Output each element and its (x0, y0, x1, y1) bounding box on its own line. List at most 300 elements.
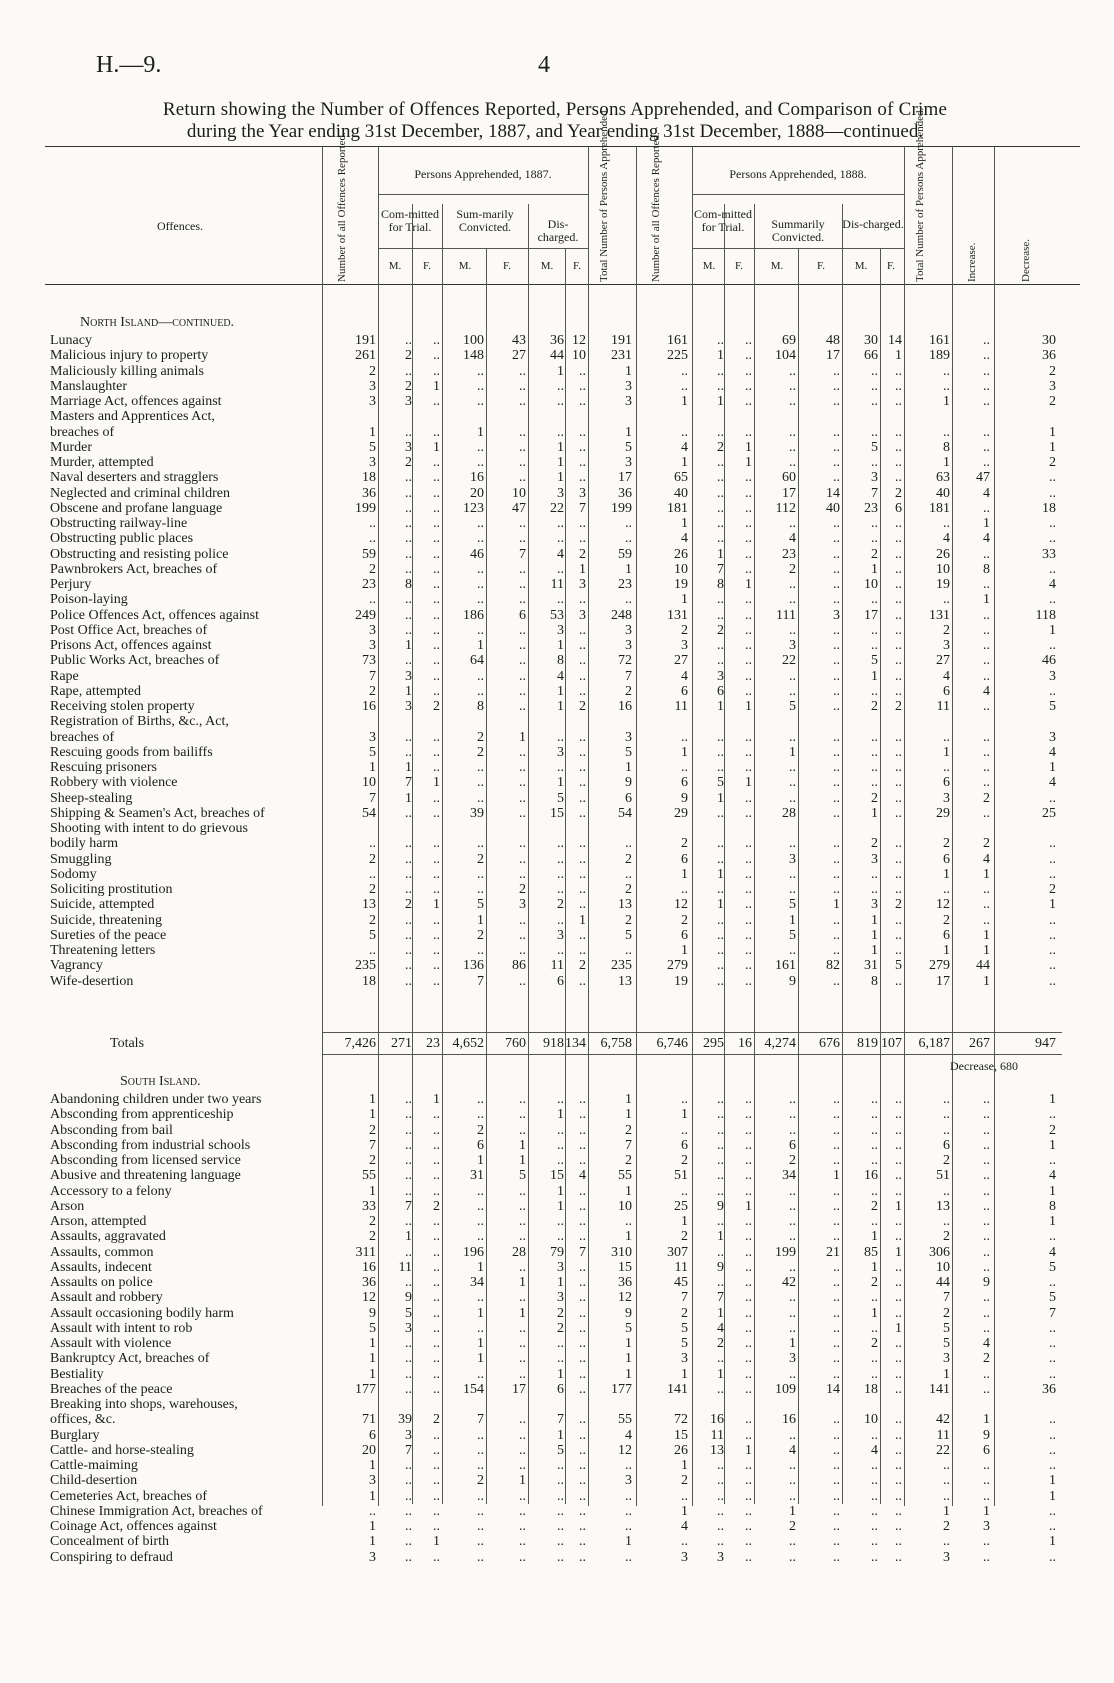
table-cell: 5 (681, 1336, 688, 1351)
table-cell: 25 (674, 1198, 688, 1214)
table-cell: 2 (433, 699, 440, 714)
table-row (0, 455, 1114, 471)
offence-name: Assault and robbery (50, 1290, 163, 1306)
table-cell: 1 (433, 439, 440, 455)
table-row (0, 379, 1114, 395)
table-cell: .. (717, 378, 724, 394)
table-cell: 1 (943, 394, 950, 409)
table-cell: .. (433, 882, 440, 897)
table-cell: .. (871, 1107, 878, 1123)
table-row (0, 425, 1114, 441)
table-cell: 112 (775, 500, 796, 516)
table-cell: .. (405, 866, 412, 882)
table-cell: 3 (557, 744, 564, 760)
table-cell: 26 (674, 546, 688, 562)
offence-name: Malicious injury to property (50, 348, 209, 364)
table-cell: .. (433, 668, 440, 684)
table-cell: .. (717, 653, 724, 669)
table-cell: .. (717, 1381, 724, 1397)
table-cell: 261 (355, 348, 376, 364)
offence-name: Concealment of birth (50, 1534, 169, 1550)
table-cell: 1 (717, 394, 724, 409)
table-cell: .. (579, 882, 586, 897)
table-row (0, 592, 1114, 608)
table-cell: .. (579, 638, 586, 653)
table-cell: 2 (369, 912, 376, 928)
table-cell: .. (1049, 927, 1056, 943)
table-cell: 6 (943, 1137, 950, 1153)
table-cell: .. (405, 1458, 412, 1473)
table-cell: 6 (681, 927, 688, 943)
table-cell: .. (745, 1183, 752, 1199)
table-cell: .. (717, 607, 724, 623)
table-cell: .. (717, 1092, 724, 1107)
table-cell: .. (895, 1305, 902, 1321)
table-cell: 1 (717, 866, 724, 882)
table-cell: 1 (477, 1351, 484, 1367)
table-cell: 5 (369, 744, 376, 760)
table-cell: 1 (519, 1473, 526, 1489)
table-cell: .. (745, 394, 752, 409)
table-cell: .. (789, 1259, 796, 1275)
table-cell: .. (519, 1259, 526, 1275)
table-cell: .. (433, 1214, 440, 1229)
table-cell: 1 (557, 1183, 564, 1199)
table-cell: 36 (362, 1275, 376, 1290)
table-cell: 13 (936, 1198, 950, 1214)
mf-rule-1888 (692, 248, 904, 249)
table-cell: 2 (681, 912, 688, 928)
table-cell: 55 (618, 1168, 632, 1184)
table-cell: 1 (983, 592, 990, 608)
table-cell: 5 (1049, 1259, 1056, 1275)
table-cell: 136 (463, 958, 484, 974)
table-cell: .. (557, 866, 564, 882)
table-cell: .. (405, 836, 412, 852)
table-cell: .. (745, 363, 752, 379)
table-cell: 7 (557, 1412, 564, 1428)
table-cell: .. (717, 455, 724, 470)
table-row (0, 1214, 1114, 1230)
totals-cell: 819 (857, 1036, 878, 1051)
table-cell: .. (1049, 943, 1056, 958)
table-cell: .. (405, 1214, 412, 1229)
table-cell: 2 (405, 348, 412, 364)
table-cell: 1 (1049, 1488, 1056, 1504)
table-cell: .. (745, 1336, 752, 1351)
table-cell: .. (789, 1229, 796, 1245)
table-cell: 196 (463, 1244, 484, 1260)
table-cell: 51 (936, 1168, 950, 1184)
totals-cell: 23 (426, 1036, 440, 1051)
table-cell: 15 (618, 1259, 632, 1275)
table-cell: 15 (550, 805, 564, 821)
table-cell: .. (579, 531, 586, 547)
table-row (0, 486, 1114, 502)
table-cell: 5 (625, 1320, 632, 1336)
table-cell: 3 (579, 485, 586, 501)
table-cell: 2 (369, 363, 376, 379)
table-row (0, 1473, 1114, 1489)
table-cell: 1 (1049, 1214, 1056, 1229)
table-cell: 2 (477, 729, 484, 745)
offence-name: Rescuing prisoners (50, 760, 157, 775)
table-cell: 1 (681, 1503, 688, 1519)
table-cell: 55 (362, 1168, 376, 1184)
table-cell: .. (433, 1351, 440, 1367)
table-cell: .. (983, 1473, 990, 1489)
table-cell: 13 (362, 897, 376, 913)
table-cell: .. (895, 1092, 902, 1107)
table-cell: .. (717, 836, 724, 852)
table-cell: 11 (550, 958, 564, 974)
south-island-heading: South Island. (120, 1074, 201, 1089)
table-cell: .. (681, 1092, 688, 1107)
table-cell: .. (895, 1107, 902, 1123)
table-cell: 5 (789, 699, 796, 714)
table-cell: .. (405, 729, 412, 745)
table-cell: .. (871, 622, 878, 638)
table-cell: 1 (369, 1366, 376, 1382)
table-cell: .. (717, 973, 724, 989)
table-cell: .. (433, 577, 440, 592)
table-cell: 11 (674, 699, 688, 714)
table-cell: .. (579, 1381, 586, 1397)
table-cell: 1 (1049, 439, 1056, 455)
table-cell: 3 (681, 1549, 688, 1565)
table-cell: .. (519, 638, 526, 653)
table-cell: 1 (681, 455, 688, 470)
table-cell: .. (871, 1458, 878, 1473)
table-cell: .. (717, 1275, 724, 1290)
table-cell: .. (895, 866, 902, 882)
table-cell: 4 (983, 485, 990, 501)
table-cell: 1 (681, 1458, 688, 1473)
table-cell: .. (557, 1473, 564, 1489)
table-cell: .. (433, 516, 440, 531)
table-cell: 3 (625, 378, 632, 394)
table-cell: .. (433, 485, 440, 501)
table-cell: .. (895, 1351, 902, 1367)
table-cell: .. (557, 592, 564, 608)
table-cell: 21 (826, 1244, 840, 1260)
table-cell: 161 (667, 333, 688, 348)
table-cell: .. (745, 1092, 752, 1107)
table-cell: .. (789, 622, 796, 638)
table-cell: 6 (681, 775, 688, 791)
table-cell: 5 (369, 1320, 376, 1336)
table-cell: .. (745, 1351, 752, 1367)
table-cell: 16 (710, 1412, 724, 1428)
table-cell: .. (943, 592, 950, 608)
table-cell: 2 (681, 1473, 688, 1489)
table-cell: .. (477, 577, 484, 592)
table-cell: .. (405, 1381, 412, 1397)
apprehended-1887-header: Persons Apprehended, 1887. (414, 167, 552, 181)
table-cell: .. (433, 1381, 440, 1397)
table-cell: .. (519, 470, 526, 486)
table-cell: 2 (681, 1305, 688, 1321)
table-cell: .. (895, 1503, 902, 1519)
table-cell: .. (789, 1488, 796, 1504)
table-cell: .. (833, 683, 840, 699)
table-cell: 17 (618, 470, 632, 486)
table-cell: .. (717, 333, 724, 348)
table-cell: .. (895, 531, 902, 547)
table-cell: 1 (405, 790, 412, 806)
table-cell: .. (789, 378, 796, 394)
table-cell: .. (519, 1183, 526, 1199)
table-row (0, 501, 1114, 517)
offences-header: Offences. (156, 219, 204, 233)
table-cell: .. (745, 1275, 752, 1290)
table-cell: .. (433, 592, 440, 608)
table-cell: 6 (789, 1137, 796, 1153)
offence-name: Cemeteries Act, breaches of (50, 1488, 208, 1504)
table-cell: .. (789, 943, 796, 958)
table-cell: 17 (782, 485, 796, 501)
table-cell: 3 (369, 378, 376, 394)
table-cell: .. (1049, 836, 1056, 852)
table-cell: .. (579, 653, 586, 669)
table-cell: .. (1049, 516, 1056, 531)
table-cell: .. (745, 546, 752, 562)
table-cell: .. (943, 1534, 950, 1550)
table-cell: .. (745, 1534, 752, 1550)
table-cell: .. (519, 622, 526, 638)
table-row (0, 1550, 1114, 1566)
table-cell: .. (871, 516, 878, 531)
offence-name: Smuggling (50, 851, 112, 867)
table-row (0, 684, 1114, 700)
table-cell: .. (557, 1488, 564, 1504)
table-cell: .. (833, 699, 840, 714)
table-cell: 3 (1049, 668, 1056, 684)
table-cell: .. (1049, 1519, 1056, 1534)
table-cell: .. (833, 805, 840, 821)
table-cell: 1 (625, 1351, 632, 1367)
table-cell: .. (789, 1290, 796, 1306)
table-cell: 10 (618, 1198, 632, 1214)
table-cell: 3 (369, 1549, 376, 1565)
table-cell: 3 (557, 485, 564, 501)
table-cell: 5 (625, 439, 632, 455)
table-cell: .. (895, 912, 902, 928)
table-cell: .. (717, 805, 724, 821)
table-cell: .. (579, 1503, 586, 1519)
table-cell: 3 (1049, 729, 1056, 745)
table-cell: 27 (674, 653, 688, 669)
table-cell: .. (519, 1122, 526, 1138)
table-cell: .. (895, 1488, 902, 1504)
table-cell: .. (833, 592, 840, 608)
table-cell: .. (433, 455, 440, 470)
table-cell: .. (433, 1366, 440, 1382)
table-cell: .. (433, 531, 440, 547)
table-cell: 7 (625, 668, 632, 684)
table-cell: .. (369, 592, 376, 608)
table-cell: 1 (369, 1488, 376, 1504)
table-cell: .. (557, 531, 564, 547)
totals-cell: 676 (819, 1036, 840, 1051)
table-cell: 1 (871, 943, 878, 958)
table-cell: .. (871, 744, 878, 760)
table-cell: 19 (674, 973, 688, 989)
table-cell: .. (871, 531, 878, 547)
table-cell: 1 (579, 912, 586, 928)
table-cell: .. (789, 363, 796, 379)
table-cell: 11 (398, 1259, 412, 1275)
table-cell: .. (433, 1503, 440, 1519)
table-cell: 69 (782, 333, 796, 348)
table-cell: 1 (405, 760, 412, 775)
totals-cell: 6,758 (600, 1036, 632, 1051)
table-cell: .. (871, 638, 878, 653)
table-cell: .. (717, 729, 724, 745)
table-cell: .. (833, 424, 840, 440)
table-cell: .. (895, 546, 902, 562)
table-cell: 1 (681, 1107, 688, 1123)
table-cell: 2 (983, 790, 990, 806)
table-cell: .. (433, 729, 440, 745)
table-cell: .. (477, 1534, 484, 1550)
table-cell: .. (895, 943, 902, 958)
table-cell: .. (405, 882, 412, 897)
table-cell: .. (871, 378, 878, 394)
table-cell: 1 (943, 866, 950, 882)
table-cell: .. (871, 1534, 878, 1550)
table-cell: .. (833, 1153, 840, 1168)
table-cell: 30 (1042, 333, 1056, 348)
table-cell: .. (895, 607, 902, 623)
table-cell: .. (895, 653, 902, 669)
table-cell: .. (433, 851, 440, 867)
table-cell: .. (895, 1458, 902, 1473)
table-cell: .. (579, 1107, 586, 1123)
table-cell: 13 (618, 897, 632, 913)
table-cell: .. (895, 516, 902, 531)
table-cell: .. (833, 973, 840, 989)
table-cell: .. (405, 1473, 412, 1489)
table-cell: .. (871, 866, 878, 882)
table-cell: .. (833, 546, 840, 562)
table-cell: .. (943, 1458, 950, 1473)
table-cell: 1 (405, 1229, 412, 1245)
table-cell: 3 (579, 577, 586, 592)
table-cell: .. (1049, 531, 1056, 547)
table-cell: 43 (512, 333, 526, 348)
table-cell: 29 (936, 805, 950, 821)
table-cell: .. (557, 1092, 564, 1107)
table-cell: .. (1049, 1275, 1056, 1290)
table-cell: 1 (557, 455, 564, 470)
table-cell: .. (895, 805, 902, 821)
table-cell: 1 (369, 1351, 376, 1367)
table-cell: .. (477, 378, 484, 394)
table-cell: .. (833, 912, 840, 928)
table-cell: .. (579, 1549, 586, 1565)
table-cell: .. (477, 760, 484, 775)
table-cell: 2 (477, 744, 484, 760)
table-cell: .. (983, 744, 990, 760)
table-cell: .. (717, 1107, 724, 1123)
table-cell: 186 (463, 607, 484, 623)
table-cell: .. (519, 1412, 526, 1428)
table-cell: .. (579, 439, 586, 455)
table-cell: 9 (717, 1259, 724, 1275)
offence-name: Burglary (50, 1427, 100, 1443)
table-cell: .. (477, 882, 484, 897)
table-cell: .. (433, 1427, 440, 1443)
table-row (0, 394, 1114, 410)
table-cell: .. (745, 424, 752, 440)
table-cell: .. (477, 592, 484, 608)
table-cell: .. (789, 790, 796, 806)
totals-bottom-rule (322, 1054, 1062, 1055)
table-cell: 161 (775, 958, 796, 974)
table-cell: 14 (826, 1381, 840, 1397)
table-cell: .. (895, 1214, 902, 1229)
table-cell: 4 (681, 668, 688, 684)
table-cell: 2 (681, 1153, 688, 1168)
offence-name: Assault occasioning bodily harm (50, 1305, 234, 1321)
table-cell: 1 (943, 455, 950, 470)
table-cell: .. (745, 805, 752, 821)
table-cell: .. (833, 1473, 840, 1489)
table-cell: 154 (463, 1381, 484, 1397)
table-cell: .. (895, 577, 902, 592)
table-cell: 5 (789, 927, 796, 943)
table-cell: 14 (888, 333, 902, 348)
offence-name: Post Office Act, breaches of (50, 622, 208, 638)
table-cell: .. (789, 836, 796, 852)
table-cell: .. (745, 622, 752, 638)
table-cell: 3 (943, 790, 950, 806)
table-cell: 1 (477, 1305, 484, 1321)
table-cell: 3 (871, 470, 878, 486)
table-cell: 10 (936, 561, 950, 577)
table-row (0, 516, 1114, 532)
table-cell: .. (789, 1214, 796, 1229)
table-cell: 4 (871, 1442, 878, 1458)
table-cell: .. (681, 1534, 688, 1550)
table-cell: 6 (943, 683, 950, 699)
table-cell: 131 (667, 607, 688, 623)
table-cell: 2 (895, 699, 902, 714)
table-cell: 27 (936, 653, 950, 669)
offence-name: Soliciting prostitution (50, 882, 173, 897)
table-cell: 1 (681, 1214, 688, 1229)
table-cell: 5 (1049, 1290, 1056, 1306)
table-cell: .. (557, 1122, 564, 1138)
table-cell: 28 (782, 805, 796, 821)
table-cell: 2 (871, 699, 878, 714)
table-row (0, 1199, 1114, 1215)
table-cell: 1 (745, 439, 752, 455)
table-cell: .. (833, 1320, 840, 1336)
table-cell: .. (519, 760, 526, 775)
table-cell: 2 (1049, 363, 1056, 379)
table-cell: .. (943, 424, 950, 440)
table-cell: .. (405, 1488, 412, 1504)
table-cell: 27 (512, 348, 526, 364)
table-cell: .. (1049, 1366, 1056, 1382)
table-cell: .. (519, 912, 526, 928)
table-cell: .. (519, 363, 526, 379)
table-cell: 2 (519, 882, 526, 897)
table-cell: .. (789, 1534, 796, 1550)
table-cell: 1 (433, 1534, 440, 1550)
